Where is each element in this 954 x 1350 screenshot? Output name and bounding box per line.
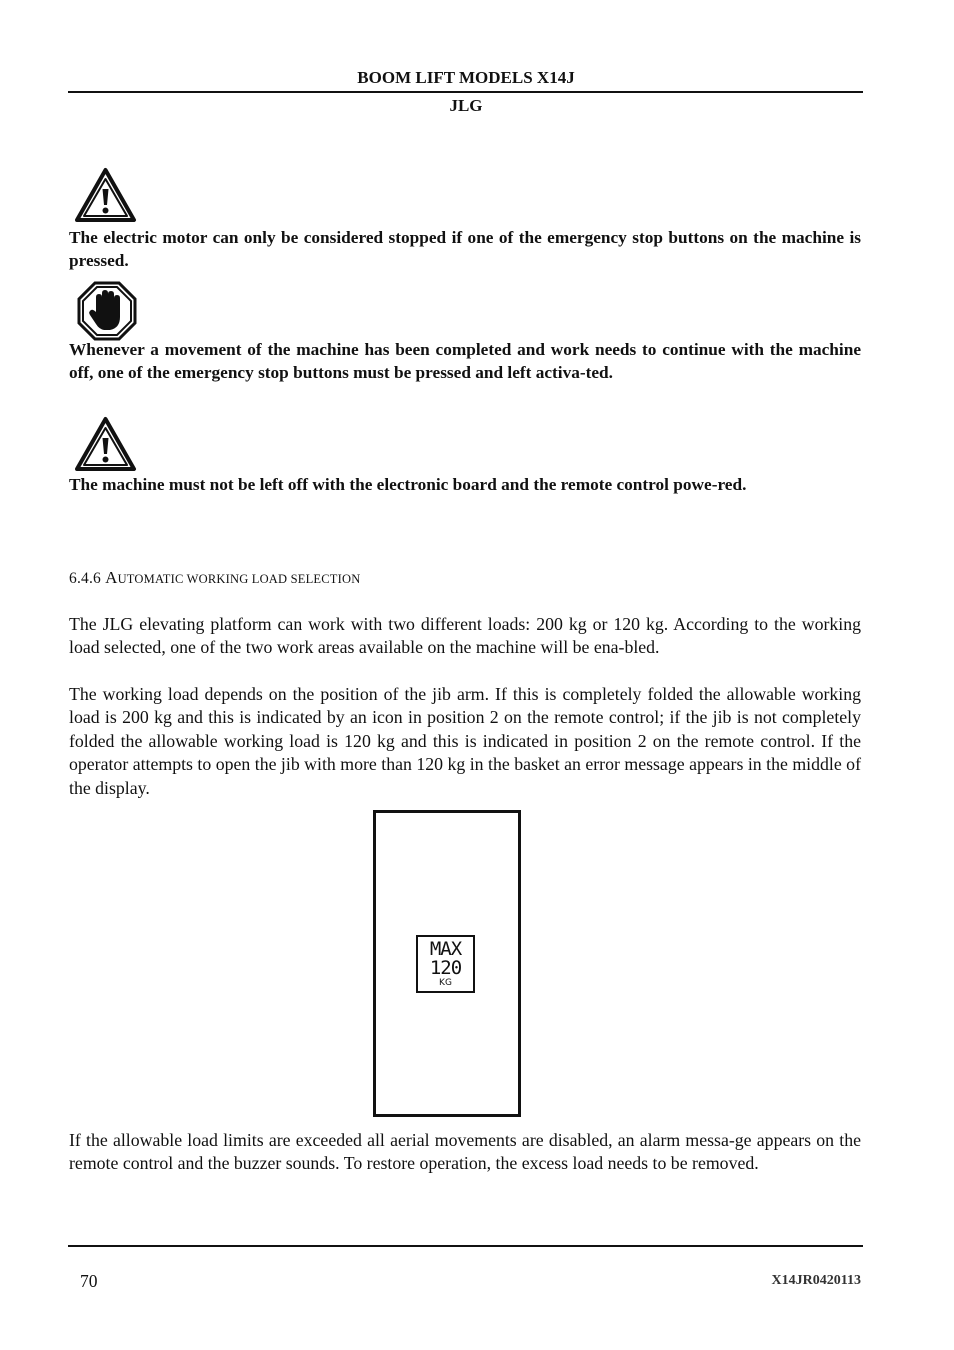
max-label: MAX [429, 938, 462, 960]
paragraph-overload: If the allowable load limits are exceeded all aerial movements are disabled, an alarm messa-ge appears on the remote control and the buzzer sounds. To restore operation, the excess load needs to be removed. [69, 1130, 861, 1174]
document-reference: X14JR0420113 [771, 1273, 861, 1288]
paragraph-jib: The working load depends on the position of the jib arm. If this is completely folded the allowable working load is 200 kg and this is indicated by an icon in position 2 on the remote control; if the jib is not completely folded the allowable working load is 120 kg and this is indicated in position 2 on the remote control. If the operator attempts to open the jib with more than 120 kg in the basket an error message appears in the middle of the display. [69, 684, 861, 798]
footer-rule [68, 1245, 863, 1247]
warning-triangle-icon [74, 167, 137, 223]
max-value: 120 [429, 957, 462, 979]
section-heading [69, 568, 360, 588]
page-number: 70 [80, 1271, 98, 1291]
section-number: 6.4.6 [69, 570, 101, 587]
notice-text-3: The machine must not be left off with the electronic board and the remote control powe-red. [69, 475, 747, 494]
section-title-initial: A [105, 568, 118, 587]
warning-triangle-icon [74, 416, 137, 472]
max-load-indicator [416, 935, 475, 993]
header-brand: JLG [449, 96, 483, 115]
paragraph-loads: The JLG elevating platform can work with two different loads: 200 kg or 120 kg. According to the working load selected, one of the two work areas available on the machine will be ena-bled. [69, 614, 861, 658]
stop-hand-icon [77, 281, 137, 341]
header-rule [68, 91, 863, 93]
notice-text-1: The electric motor can only be considered stopped if one of the emergency stop buttons on the machine is pressed. [69, 228, 861, 270]
notice-text-2: Whenever a movement of the machine has been completed and work needs to continue with the machine off, one of the emergency stop buttons must be pressed and left activa-ted. [69, 340, 861, 382]
section-title-rest: UTOMATIC WORKING LOAD SELECTION [117, 572, 361, 586]
header-title: BOOM LIFT MODELS X14J [357, 68, 575, 87]
max-unit: KG [439, 978, 452, 988]
